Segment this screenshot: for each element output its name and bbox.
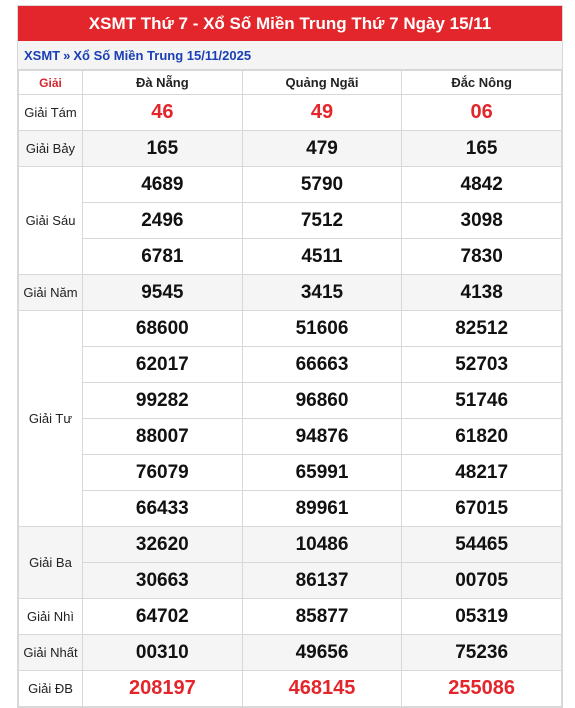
prize-number: 89961 bbox=[242, 491, 402, 527]
prize-number: 3415 bbox=[242, 275, 402, 311]
prize-number: 10486 bbox=[242, 527, 402, 563]
prize-number: 9545 bbox=[83, 275, 243, 311]
table-row bbox=[19, 455, 562, 491]
prize-number: 96860 bbox=[242, 383, 402, 419]
prize-number: 32620 bbox=[83, 527, 243, 563]
prize-number: 54465 bbox=[402, 527, 562, 563]
table-row bbox=[19, 599, 562, 635]
prize-number: 76079 bbox=[83, 455, 243, 491]
prize-label: Giải Bảy bbox=[19, 131, 83, 167]
breadcrumb-separator: » bbox=[63, 47, 71, 63]
prize-number: 06 bbox=[402, 95, 562, 131]
prize-number: 479 bbox=[242, 131, 402, 167]
prize-number: 64702 bbox=[83, 599, 243, 635]
breadcrumb bbox=[18, 41, 562, 70]
table-row bbox=[19, 347, 562, 383]
prize-number: 99282 bbox=[83, 383, 243, 419]
prize-number: 4842 bbox=[402, 167, 562, 203]
prize-number: 51746 bbox=[402, 383, 562, 419]
prize-number: 208197 bbox=[83, 671, 243, 707]
province-header-da-nang[interactable]: Đà Nẵng bbox=[83, 71, 243, 95]
prize-label: Giải Sáu bbox=[19, 167, 83, 275]
prize-column-header: Giải bbox=[19, 71, 83, 95]
prize-number: 3098 bbox=[402, 203, 562, 239]
prize-number: 6781 bbox=[83, 239, 243, 275]
prize-number: 46 bbox=[83, 95, 243, 131]
prize-number: 7512 bbox=[242, 203, 402, 239]
prize-number: 75236 bbox=[402, 635, 562, 671]
prize-label: Giải Nhất bbox=[19, 635, 83, 671]
prize-number: 5790 bbox=[242, 167, 402, 203]
prize-number: 52703 bbox=[402, 347, 562, 383]
table-row bbox=[19, 167, 562, 203]
results-table bbox=[18, 70, 562, 707]
province-header-dac-nong[interactable]: Đắc Nông bbox=[402, 71, 562, 95]
prize-label: Giải Tám bbox=[19, 95, 83, 131]
prize-number: 49656 bbox=[242, 635, 402, 671]
prize-number: 49 bbox=[242, 95, 402, 131]
prize-label: Giải Nhì bbox=[19, 599, 83, 635]
prize-label: Giải Tư bbox=[19, 311, 83, 527]
prize-number: 88007 bbox=[83, 419, 243, 455]
prize-number: 7830 bbox=[402, 239, 562, 275]
prize-label: Giải Ba bbox=[19, 527, 83, 599]
prize-number: 51606 bbox=[242, 311, 402, 347]
prize-label: Giải ĐB bbox=[19, 671, 83, 707]
breadcrumb-root-link[interactable]: XSMT bbox=[24, 47, 61, 63]
province-header-quang-ngai[interactable]: Quảng Ngãi bbox=[242, 71, 402, 95]
table-row bbox=[19, 275, 562, 311]
prize-number: 68600 bbox=[83, 311, 243, 347]
prize-number: 62017 bbox=[83, 347, 243, 383]
results-panel bbox=[17, 5, 563, 708]
table-header-row bbox=[19, 71, 562, 95]
table-row bbox=[19, 635, 562, 671]
prize-number: 05319 bbox=[402, 599, 562, 635]
prize-number: 85877 bbox=[242, 599, 402, 635]
prize-number: 255086 bbox=[402, 671, 562, 707]
prize-number: 2496 bbox=[83, 203, 243, 239]
page-title-text: XSMT Thứ 7 - Xổ Số Miền Trung Thứ 7 Ngày 15/11 bbox=[88, 13, 492, 33]
page-title bbox=[18, 6, 562, 41]
table-row bbox=[19, 203, 562, 239]
prize-number: 67015 bbox=[402, 491, 562, 527]
table-row bbox=[19, 527, 562, 563]
prize-number: 165 bbox=[83, 131, 243, 167]
prize-number: 66663 bbox=[242, 347, 402, 383]
prize-label: Giải Năm bbox=[19, 275, 83, 311]
prize-number: 86137 bbox=[242, 563, 402, 599]
prize-number: 165 bbox=[402, 131, 562, 167]
prize-number: 82512 bbox=[402, 311, 562, 347]
prize-number: 4138 bbox=[402, 275, 562, 311]
table-row bbox=[19, 239, 562, 275]
prize-number: 00310 bbox=[83, 635, 243, 671]
breadcrumb-current-link[interactable]: Xổ Số Miền Trung 15/11/2025 bbox=[73, 47, 252, 63]
prize-number: 94876 bbox=[242, 419, 402, 455]
prize-number: 4511 bbox=[242, 239, 402, 275]
prize-number: 30663 bbox=[83, 563, 243, 599]
prize-number: 00705 bbox=[402, 563, 562, 599]
prize-number: 61820 bbox=[402, 419, 562, 455]
prize-number: 468145 bbox=[242, 671, 402, 707]
table-row bbox=[19, 419, 562, 455]
table-row bbox=[19, 131, 562, 167]
prize-number: 48217 bbox=[402, 455, 562, 491]
table-row bbox=[19, 311, 562, 347]
table-row bbox=[19, 95, 562, 131]
table-row bbox=[19, 563, 562, 599]
table-row bbox=[19, 491, 562, 527]
prize-number: 4689 bbox=[83, 167, 243, 203]
table-row bbox=[19, 383, 562, 419]
prize-number: 65991 bbox=[242, 455, 402, 491]
prize-number: 66433 bbox=[83, 491, 243, 527]
table-row bbox=[19, 671, 562, 707]
